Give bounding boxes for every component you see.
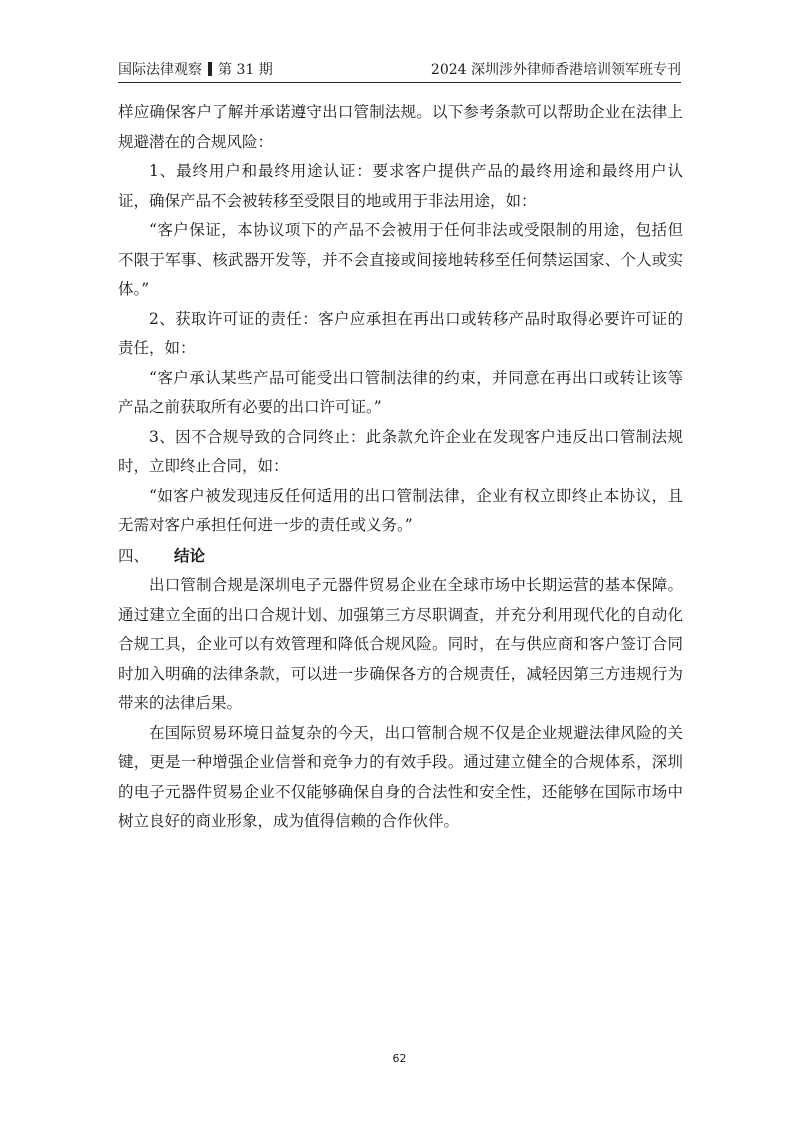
conclusion-paragraph-2: 在国际贸易环境日益复杂的今天，出口管制合规不仅是企业规避法律风险的关键，更是一种增强企业信誉和竞争力的有效手段。通过建立健全的合规体系，深圳的电子元器件贸易企业不仅能够确保自身的合法性和安全性，还能够在国际市场中树立良好的商业形象，成为值得信赖的合作伙伴。 — [118, 723, 683, 830]
clause-2-heading: 2、获取许可证的责任：客户应承担在再出口或转移产品时取得必要许可证的责任，如： — [118, 309, 683, 357]
journal-title: 国际法律观察 — [118, 62, 202, 78]
page-number: 62 — [392, 1052, 407, 1065]
running-header — [118, 58, 681, 83]
header-left — [118, 58, 273, 82]
header-divider-bar — [208, 62, 212, 76]
clause-1-heading: 1、最终用户和最终用途认证：要求客户提供产品的最终用途和最终用户认证，确保产品不会被转移至受限目的地或用于非法用途，如： — [118, 162, 683, 210]
section-title: 结论 — [174, 545, 206, 565]
section-heading — [118, 541, 683, 572]
special-issue-title: 2024 深圳涉外律师香港培训领军班专刊 — [430, 62, 681, 78]
clause-1-quote: “客户保证，本协议项下的产品不会被用于任何非法或受限制的用途，包括但不限于军事、核武器开发等，并不会直接或间接地转移至任何禁运国家、个人或实体。” — [118, 221, 683, 298]
issue-number: 第 31 期 — [218, 62, 273, 78]
body-text — [118, 98, 683, 837]
clause-3-heading: 3、因不合规导致的合同终止：此条款允许企业在发现客户违反出口管制法规时，立即终止合同，如： — [118, 427, 683, 475]
clause-3-quote: “如客户被发现违反任何适用的出口管制法律，企业有权立即终止本协议，且无需对客户承担任何进一步的责任或义务。” — [118, 486, 683, 534]
clause-2-quote: “客户承认某些产品可能受出口管制法律的约束，并同意在再出口或转让该等产品之前获取所有必要的出口许可证。” — [118, 368, 683, 416]
section-number: 四、 — [118, 546, 150, 565]
paragraph-continuation: 样应确保客户了解并承诺遵守出口管制法规。以下参考条款可以帮助企业在法律上规避潜在的合规风险： — [118, 103, 683, 151]
conclusion-paragraph-1: 出口管制合规是深圳电子元器件贸易企业在全球市场中长期运营的基本保障。通过建立全面的出口合规计划、加强第三方尽职调查，并充分利用现代化的自动化合规工具，企业可以有效管理和降低合规风险。同时，在与供应商和客户签订合同时加入明确的法律条款，可以进一步确保各方的合规责任，减轻因第三方违规行为带来的法律后果。 — [118, 576, 683, 712]
